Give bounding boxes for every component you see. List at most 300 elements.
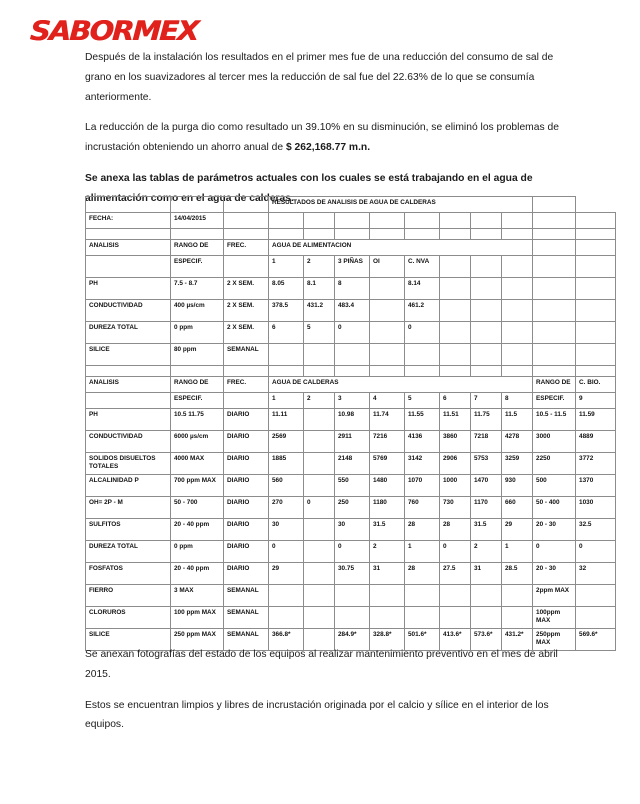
cell-blank	[304, 213, 335, 229]
boiler-rango2-9: 100ppm MAX	[533, 607, 576, 629]
cell-blank	[440, 366, 471, 377]
boiler-val-4-3: 1180	[370, 497, 405, 519]
boiler-val-5-3: 31.5	[370, 519, 405, 541]
boiler-val-1-3: 7216	[370, 431, 405, 453]
cell-blank	[502, 300, 533, 322]
feed-analisis-3: SILICE	[86, 344, 171, 366]
boiler-analisis-8: FIERRO	[86, 585, 171, 607]
boiler-val-2-7: 3259	[502, 453, 533, 475]
boiler-rango2-5: 20 - 30	[533, 519, 576, 541]
boiler-val-3-0: 560	[269, 475, 304, 497]
boiler-cbio-3: 1370	[576, 475, 616, 497]
boiler-analisis-0: PH	[86, 409, 171, 431]
boiler-val-5-4: 28	[405, 519, 440, 541]
boiler-analisis-label: ANALISIS	[86, 377, 171, 393]
feed-val-2-2: 0	[335, 322, 370, 344]
boiler-val-4-4: 760	[405, 497, 440, 519]
boiler-val-1-4: 4136	[405, 431, 440, 453]
boiler-rango-1: 6000 µs/cm	[171, 431, 224, 453]
table-title: RESULTADOS DE ANALISIS DE AGUA DE CALDERAS	[269, 197, 533, 213]
cell-blank	[576, 229, 616, 240]
table-row-spacer	[86, 366, 616, 377]
cell-blank	[224, 213, 269, 229]
cell-blank	[224, 197, 269, 213]
boiler-val-7-4: 28	[405, 563, 440, 585]
boiler-val-10-2: 284.9*	[335, 629, 370, 651]
cell-blank	[533, 240, 576, 256]
feed-analisis-2: DUREZA TOTAL	[86, 322, 171, 344]
annual-savings-amount: $ 262,168.77 m.n.	[285, 142, 371, 154]
boiler-val-0-2: 10.98	[335, 409, 370, 431]
boiler-val-4-1: 0	[304, 497, 335, 519]
boiler-rango2-1: 3000	[533, 431, 576, 453]
table-row-spacer	[86, 229, 616, 240]
boiler-val-8-7	[502, 585, 533, 607]
boiler-val-4-6: 1170	[471, 497, 502, 519]
boiler-val-1-5: 3860	[440, 431, 471, 453]
intro-text-block	[85, 48, 578, 219]
cell-blank	[370, 229, 405, 240]
cell-blank	[370, 366, 405, 377]
table-row	[86, 475, 616, 497]
boiler-rango2-4: 50 - 400	[533, 497, 576, 519]
boiler-col-2: 2	[304, 393, 335, 409]
boiler-cbio-5: 32.5	[576, 519, 616, 541]
boiler-cbio-2: 3772	[576, 453, 616, 475]
boiler-val-3-1	[304, 475, 335, 497]
boiler-val-6-1	[304, 541, 335, 563]
boiler-frec-5: DIARIO	[224, 519, 269, 541]
boiler-val-3-3: 1480	[370, 475, 405, 497]
boiler-col-8: 8	[502, 393, 533, 409]
boiler-val-5-2: 30	[335, 519, 370, 541]
feed-val-3-2	[335, 344, 370, 366]
cell-blank	[335, 229, 370, 240]
boiler-col-4: 4	[370, 393, 405, 409]
boiler-val-0-5: 11.51	[440, 409, 471, 431]
boiler-val-2-2: 2148	[335, 453, 370, 475]
feed-col-3: 3 PIÑAS	[335, 256, 370, 278]
boiler-val-6-3: 2	[370, 541, 405, 563]
logo-text: SABORMEX	[29, 15, 199, 47]
outro-text-block	[85, 645, 578, 746]
cell-blank	[533, 229, 576, 240]
boiler-val-9-4	[405, 607, 440, 629]
table-row	[86, 585, 616, 607]
cell-blank	[224, 229, 269, 240]
cell-blank	[171, 229, 224, 240]
boiler-rango-10: 250 ppm MAX	[171, 629, 224, 651]
boiler-val-2-6: 5753	[471, 453, 502, 475]
table-row-feed-subheader	[86, 256, 616, 278]
boiler-val-6-6: 2	[471, 541, 502, 563]
cell-blank	[533, 213, 576, 229]
cell-blank	[440, 256, 471, 278]
table-row	[86, 278, 616, 300]
feed-frec-label: FREC.	[224, 240, 269, 256]
boiler-rango2-2: 2250	[533, 453, 576, 475]
boiler-val-7-3: 31	[370, 563, 405, 585]
cell-blank	[471, 300, 502, 322]
boiler-val-1-2: 2911	[335, 431, 370, 453]
table-row-fecha	[86, 213, 616, 229]
cell-blank	[86, 256, 171, 278]
boiler-val-9-0	[269, 607, 304, 629]
boiler-section-label: AGUA DE CALDERAS	[269, 377, 533, 393]
boiler-cbio-6: 0	[576, 541, 616, 563]
feed-analisis-label: ANALISIS	[86, 240, 171, 256]
cell-blank	[471, 344, 502, 366]
boiler-rango-3: 700 ppm MAX	[171, 475, 224, 497]
cell-blank	[576, 322, 616, 344]
boiler-frec-3: DIARIO	[224, 475, 269, 497]
boiler-val-1-1	[304, 431, 335, 453]
boiler-val-5-0: 30	[269, 519, 304, 541]
table-row-boiler-header	[86, 377, 616, 393]
boiler-val-8-0	[269, 585, 304, 607]
cell-blank	[576, 366, 616, 377]
boiler-frec-4: DIARIO	[224, 497, 269, 519]
cell-blank	[440, 344, 471, 366]
boiler-rango-6: 0 ppm	[171, 541, 224, 563]
purge-text: La reducción de la purga dio como resultado un 39.10% en su disminución, se eliminó los problemas de incrustación obteniendo un ahorro anual de	[85, 122, 559, 154]
feed-val-0-4: 8.14	[405, 278, 440, 300]
boiler-rango-4: 50 - 700	[171, 497, 224, 519]
cell-blank	[576, 213, 616, 229]
boiler-cbio-label: C. BIO.	[576, 377, 616, 393]
boiler-val-10-6: 573.6*	[471, 629, 502, 651]
feed-rango-3: 80 ppm	[171, 344, 224, 366]
cell-blank	[533, 197, 576, 213]
boiler-cbio-10: 569.6*	[576, 629, 616, 651]
feed-val-3-0	[269, 344, 304, 366]
feed-col-2: 2	[304, 256, 335, 278]
cell-blank	[86, 229, 171, 240]
table-row	[86, 541, 616, 563]
boiler-frec-1: DIARIO	[224, 431, 269, 453]
feed-val-3-1	[304, 344, 335, 366]
boiler-analisis-7: FOSFATOS	[86, 563, 171, 585]
boiler-col-5: 5	[405, 393, 440, 409]
cell-blank	[171, 197, 224, 213]
cell-blank	[576, 300, 616, 322]
paragraph-clean-equipment: Estos se encuentran limpios y libres de incrustación originada por el calcio y sílice en el interior de los equipos.	[85, 699, 549, 731]
feed-frec-1: 2 X SEM.	[224, 300, 269, 322]
feed-val-2-3	[370, 322, 405, 344]
boiler-val-8-1	[304, 585, 335, 607]
feed-val-1-0: 378.5	[269, 300, 304, 322]
boiler-val-6-4: 1	[405, 541, 440, 563]
cell-blank	[335, 366, 370, 377]
feed-val-0-0: 8.05	[269, 278, 304, 300]
cell-blank	[370, 213, 405, 229]
boiler-analisis-6: DUREZA TOTAL	[86, 541, 171, 563]
feed-val-2-0: 6	[269, 322, 304, 344]
cell-blank	[502, 229, 533, 240]
boiler-val-0-7: 11.5	[502, 409, 533, 431]
boiler-rango2-3: 500	[533, 475, 576, 497]
boiler-rango-9: 100 ppm MAX	[171, 607, 224, 629]
table-row	[86, 497, 616, 519]
feed-rango-0: 7.5 - 8.7	[171, 278, 224, 300]
paragraph-photos-annexed: Se anexan fotografías del estado de los equipos al realizar mantenimiento preventivo en el mes de abril 2015.	[85, 649, 558, 680]
feed-rango-label: RANGO DE	[171, 240, 224, 256]
feed-val-0-2: 8	[335, 278, 370, 300]
boiler-rango-5: 20 - 40 ppm	[171, 519, 224, 541]
boiler-frec-9: SEMANAL	[224, 607, 269, 629]
table-row	[86, 607, 616, 629]
feed-val-1-3	[370, 300, 405, 322]
boiler-val-8-3	[370, 585, 405, 607]
table-row	[86, 300, 616, 322]
cell-blank	[502, 322, 533, 344]
boiler-col-3: 3	[335, 393, 370, 409]
boiler-cbio-1: 4889	[576, 431, 616, 453]
table-row	[86, 344, 616, 366]
cell-blank	[502, 213, 533, 229]
cell-blank	[224, 366, 269, 377]
feed-frec-0: 2 X SEM.	[224, 278, 269, 300]
boiler-analisis-5: SULFITOS	[86, 519, 171, 541]
boiler-col-6: 6	[440, 393, 471, 409]
boiler-frec-label: FREC.	[224, 377, 269, 393]
boiler-val-3-6: 1470	[471, 475, 502, 497]
water-analysis-table	[85, 196, 616, 651]
boiler-val-5-1	[304, 519, 335, 541]
boiler-val-5-7: 29	[502, 519, 533, 541]
boiler-val-9-2	[335, 607, 370, 629]
boiler-val-10-3: 328.8*	[370, 629, 405, 651]
cell-blank	[533, 278, 576, 300]
feed-val-1-4: 461.2	[405, 300, 440, 322]
feed-especif-label: ESPECIF.	[171, 256, 224, 278]
feed-rango-1: 400 µs/cm	[171, 300, 224, 322]
boiler-val-5-6: 31.5	[471, 519, 502, 541]
boiler-rango2-7: 20 - 30	[533, 563, 576, 585]
boiler-rango2-0: 10.5 - 11.5	[533, 409, 576, 431]
feed-val-3-4	[405, 344, 440, 366]
boiler-val-4-0: 270	[269, 497, 304, 519]
boiler-val-9-1	[304, 607, 335, 629]
cell-blank	[171, 366, 224, 377]
cell-blank	[471, 366, 502, 377]
fecha-value: 14/04/2015	[171, 213, 224, 229]
cell-blank	[86, 366, 171, 377]
cell-blank	[224, 256, 269, 278]
cell-blank	[576, 278, 616, 300]
cell-blank	[335, 213, 370, 229]
boiler-cbio-7: 32	[576, 563, 616, 585]
cell-blank	[440, 300, 471, 322]
paragraph-purge-reduction	[85, 118, 578, 158]
boiler-analisis-4: OH= 2P - M	[86, 497, 171, 519]
boiler-val-8-6	[471, 585, 502, 607]
boiler-val-9-7	[502, 607, 533, 629]
boiler-val-1-0: 2569	[269, 431, 304, 453]
cell-blank	[533, 344, 576, 366]
feed-col-1: 1	[269, 256, 304, 278]
boiler-cbio-4: 1030	[576, 497, 616, 519]
boiler-val-7-6: 31	[471, 563, 502, 585]
feed-section-label: AGUA DE ALIMENTACION	[269, 240, 533, 256]
boiler-val-2-3: 5769	[370, 453, 405, 475]
boiler-val-7-7: 28.5	[502, 563, 533, 585]
boiler-val-4-2: 250	[335, 497, 370, 519]
boiler-val-10-4: 501.6*	[405, 629, 440, 651]
boiler-val-8-2	[335, 585, 370, 607]
boiler-col-1: 1	[269, 393, 304, 409]
table-row-boiler-subheader	[86, 393, 616, 409]
boiler-especif-label: ESPECIF.	[171, 393, 224, 409]
feed-rango-2: 0 ppm	[171, 322, 224, 344]
cell-blank	[440, 229, 471, 240]
feed-val-2-1: 5	[304, 322, 335, 344]
boiler-frec-2: DIARIO	[224, 453, 269, 475]
boiler-val-4-5: 730	[440, 497, 471, 519]
cell-blank	[502, 278, 533, 300]
cell-blank	[471, 213, 502, 229]
boiler-frec-8: SEMANAL	[224, 585, 269, 607]
table-row-feed-header	[86, 240, 616, 256]
sabormex-logo	[29, 14, 199, 48]
boiler-val-3-2: 550	[335, 475, 370, 497]
feed-val-2-4: 0	[405, 322, 440, 344]
feed-val-0-3	[370, 278, 405, 300]
cell-blank	[502, 256, 533, 278]
table-row	[86, 431, 616, 453]
boiler-frec-7: DIARIO	[224, 563, 269, 585]
cell-blank	[405, 213, 440, 229]
cell-blank	[471, 229, 502, 240]
table-row	[86, 409, 616, 431]
boiler-analisis-3: ALCALINIDAD P	[86, 475, 171, 497]
cell-blank	[224, 393, 269, 409]
feed-frec-3: SEMANAL	[224, 344, 269, 366]
boiler-val-10-0: 366.8*	[269, 629, 304, 651]
boiler-frec-0: DIARIO	[224, 409, 269, 431]
boiler-rango2-10: 250ppm MAX	[533, 629, 576, 651]
cell-blank	[471, 322, 502, 344]
boiler-val-0-3: 11.74	[370, 409, 405, 431]
boiler-rango-8: 3 MAX	[171, 585, 224, 607]
cell-blank	[471, 256, 502, 278]
feed-val-0-1: 8.1	[304, 278, 335, 300]
boiler-rango-label: RANGO DE	[171, 377, 224, 393]
cell-blank	[86, 393, 171, 409]
boiler-val-4-7: 660	[502, 497, 533, 519]
boiler-cbio-8	[576, 585, 616, 607]
boiler-val-2-5: 2906	[440, 453, 471, 475]
boiler-rango-0: 10.5 11.75	[171, 409, 224, 431]
table-row-title	[86, 197, 616, 213]
boiler-rango2-8: 2ppm MAX	[533, 585, 576, 607]
feed-col-cnva: C. NVA	[405, 256, 440, 278]
boiler-val-9-6	[471, 607, 502, 629]
boiler-val-0-1	[304, 409, 335, 431]
paragraph-tables-intro: Se anexa las tablas de parámetros actuales con los cuales se está trabajando en el agua de alimentación como en el agua de calderas.	[85, 172, 533, 204]
cell-blank	[304, 366, 335, 377]
boiler-val-6-2: 0	[335, 541, 370, 563]
cell-blank	[502, 366, 533, 377]
cell-blank	[405, 229, 440, 240]
cell-blank	[502, 344, 533, 366]
cell-blank	[533, 300, 576, 322]
table-row	[86, 322, 616, 344]
boiler-val-3-5: 1000	[440, 475, 471, 497]
boiler-val-8-5	[440, 585, 471, 607]
boiler-val-5-5: 28	[440, 519, 471, 541]
fecha-label: FECHA:	[86, 213, 171, 229]
boiler-val-7-5: 27.5	[440, 563, 471, 585]
boiler-val-2-1	[304, 453, 335, 475]
boiler-val-0-0: 11.11	[269, 409, 304, 431]
boiler-val-6-5: 0	[440, 541, 471, 563]
boiler-val-10-5: 413.6*	[440, 629, 471, 651]
cell-blank	[269, 213, 304, 229]
boiler-frec-6: DIARIO	[224, 541, 269, 563]
cell-blank	[86, 197, 171, 213]
boiler-col-9: 9	[576, 393, 616, 409]
table-row	[86, 453, 616, 475]
boiler-val-6-7: 1	[502, 541, 533, 563]
boiler-val-1-6: 7218	[471, 431, 502, 453]
boiler-val-6-0: 0	[269, 541, 304, 563]
table-row	[86, 519, 616, 541]
cell-blank	[269, 366, 304, 377]
boiler-rango-2: 4000 MAX	[171, 453, 224, 475]
feed-frec-2: 2 X SEM.	[224, 322, 269, 344]
boiler-val-2-4: 3142	[405, 453, 440, 475]
boiler-val-0-6: 11.75	[471, 409, 502, 431]
cell-blank	[533, 256, 576, 278]
boiler-val-3-4: 1070	[405, 475, 440, 497]
boiler-val-1-7: 4278	[502, 431, 533, 453]
paragraph-installation-results: Después de la instalación los resultados en el primer mes fue de una reducción del consumo de sal de grano en los suavizadores al tercer mes la reducción de sal fue del 22.63% de lo que se consumía anteriormente.	[85, 52, 554, 103]
boiler-rango2-label: RANGO DE	[533, 377, 576, 393]
table-row	[86, 563, 616, 585]
boiler-val-7-0: 29	[269, 563, 304, 585]
boiler-analisis-9: CLORUROS	[86, 607, 171, 629]
cell-blank	[440, 213, 471, 229]
boiler-val-7-2: 30.75	[335, 563, 370, 585]
feed-col-oi: OI	[370, 256, 405, 278]
cell-blank	[576, 344, 616, 366]
boiler-analisis-1: CONDUCTIVIDAD	[86, 431, 171, 453]
cell-blank	[440, 278, 471, 300]
cell-blank	[471, 278, 502, 300]
boiler-rango-7: 20 - 40 ppm	[171, 563, 224, 585]
feed-val-1-1: 431.2	[304, 300, 335, 322]
boiler-col-7: 7	[471, 393, 502, 409]
boiler-val-0-4: 11.55	[405, 409, 440, 431]
cell-blank	[440, 322, 471, 344]
cell-blank	[405, 366, 440, 377]
cell-blank	[576, 256, 616, 278]
boiler-val-9-5	[440, 607, 471, 629]
feed-val-3-3	[370, 344, 405, 366]
boiler-val-3-7: 930	[502, 475, 533, 497]
boiler-val-9-3	[370, 607, 405, 629]
boiler-rango2-6: 0	[533, 541, 576, 563]
feed-analisis-0: PH	[86, 278, 171, 300]
boiler-especif2-label: ESPECIF.	[533, 393, 576, 409]
cell-blank	[533, 322, 576, 344]
feed-analisis-1: CONDUCTIVIDAD	[86, 300, 171, 322]
boiler-analisis-2: SOLIDOS DISUELTOS TOTALES	[86, 453, 171, 475]
boiler-cbio-0: 11.59	[576, 409, 616, 431]
cell-blank	[304, 229, 335, 240]
cell-blank	[576, 240, 616, 256]
